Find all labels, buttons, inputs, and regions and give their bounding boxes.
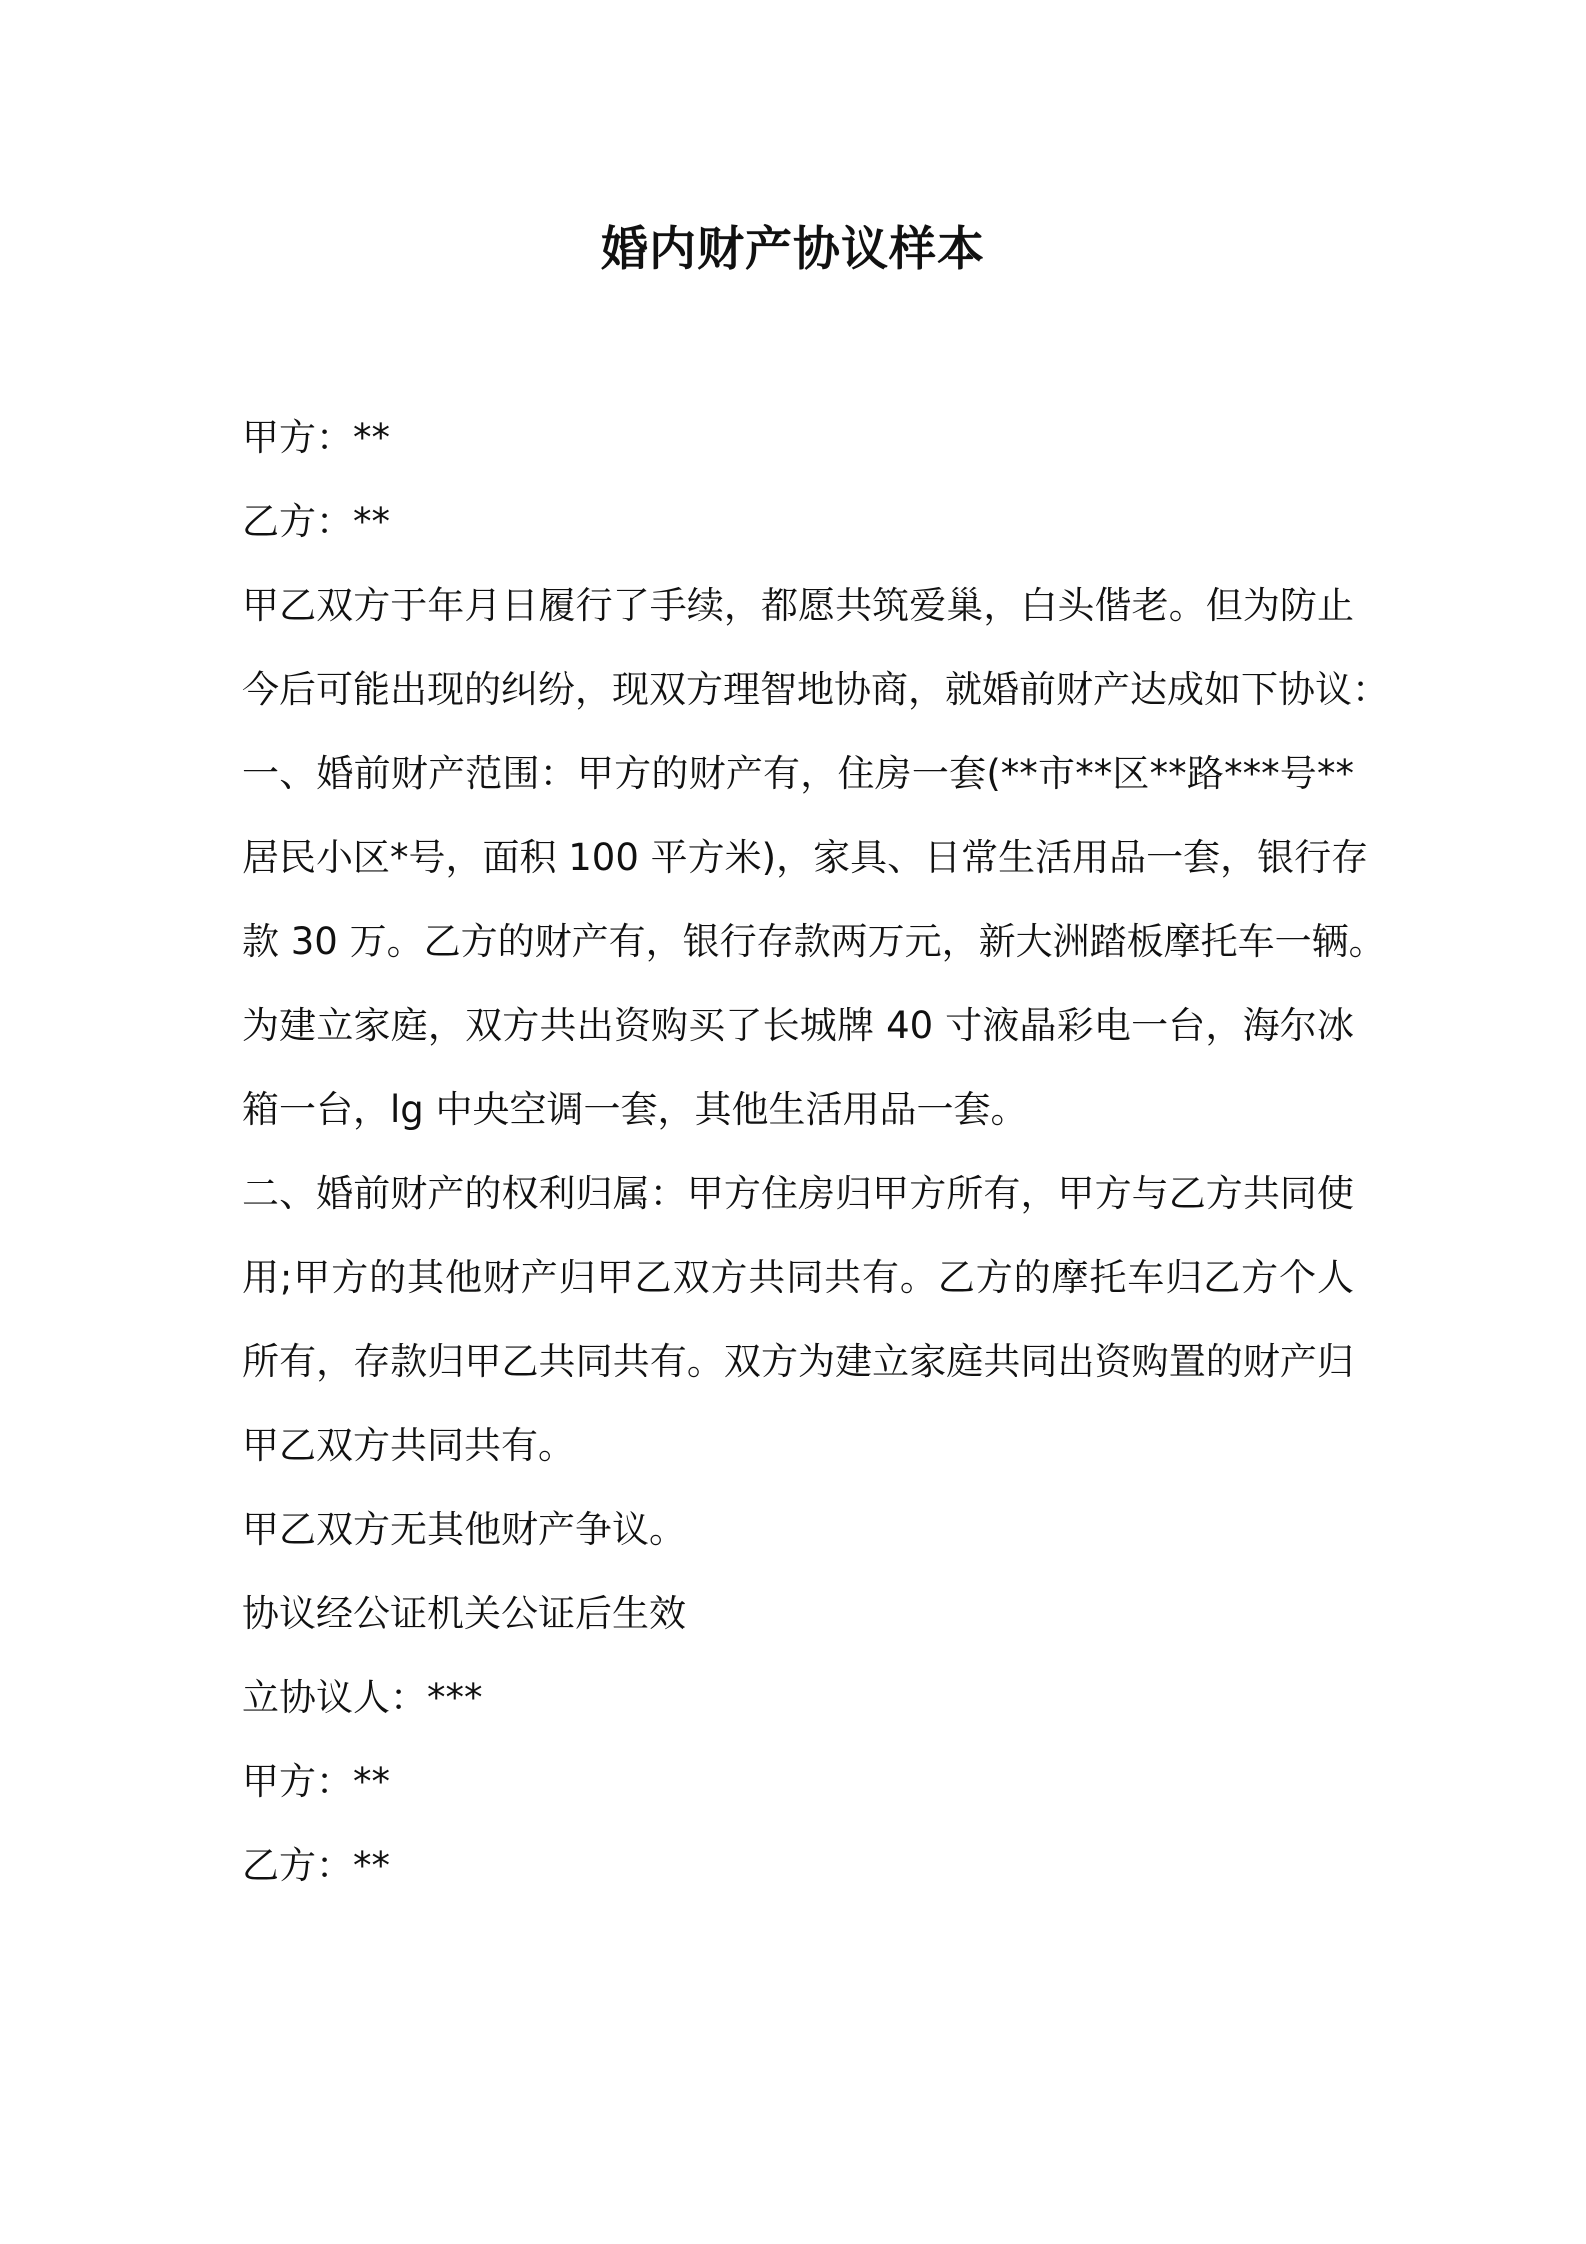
signature-party-a-line: 甲方：** — [242, 1760, 390, 1803]
clause-1-line-4: 为建立家庭，双方共出资购买了长城牌 40 寸液晶彩电一台，海尔冰 — [242, 1004, 1354, 1047]
clause-2-line-1: 二、婚前财产的权利归属：甲方住房归甲方所有，甲方与乙方共同使 — [242, 1172, 1354, 1215]
no-dispute-line: 甲乙双方无其他财产争议。 — [242, 1508, 686, 1551]
paragraph-intro-line-1: 甲乙双方于年月日履行了手续，都愿共筑爱巢，白头偕老。但为防止 — [242, 584, 1354, 627]
notarization-line: 协议经公证机关公证后生效 — [242, 1592, 686, 1635]
document-title: 婚内财产协议样本 — [601, 222, 985, 277]
clause-1-line-2: 居民小区*号，面积 100 平方米)，家具、日常生活用品一套，银行存 — [242, 836, 1369, 879]
clause-1-line-3: 款 30 万。乙方的财产有，银行存款两万元，新大洲踏板摩托车一辆。 — [242, 920, 1386, 963]
clause-2-line-4: 甲乙双方共同共有。 — [242, 1424, 575, 1467]
clause-2-line-2: 用;甲方的其他财产归甲乙双方共同共有。乙方的摩托车归乙方个人 — [242, 1256, 1354, 1299]
party-b-line: 乙方：** — [242, 500, 390, 543]
clause-1-line-5: 箱一台，lg 中央空调一套，其他生活用品一套。 — [242, 1088, 1028, 1131]
signature-party-b-line: 乙方：** — [242, 1844, 390, 1887]
document-body — [242, 396, 1389, 1908]
paragraph-intro-line-2: 今后可能出现的纠纷，现双方理智地协商，就婚前财产达成如下协议： — [242, 668, 1389, 711]
party-a-line: 甲方：** — [242, 416, 390, 459]
clause-2-line-3: 所有，存款归甲乙共同共有。双方为建立家庭共同出资购置的财产归 — [242, 1340, 1354, 1383]
clause-1-line-1: 一、婚前财产范围：甲方的财产有，住房一套(**市**区**路***号** — [242, 752, 1354, 795]
signatory-line: 立协议人：*** — [242, 1676, 483, 1719]
